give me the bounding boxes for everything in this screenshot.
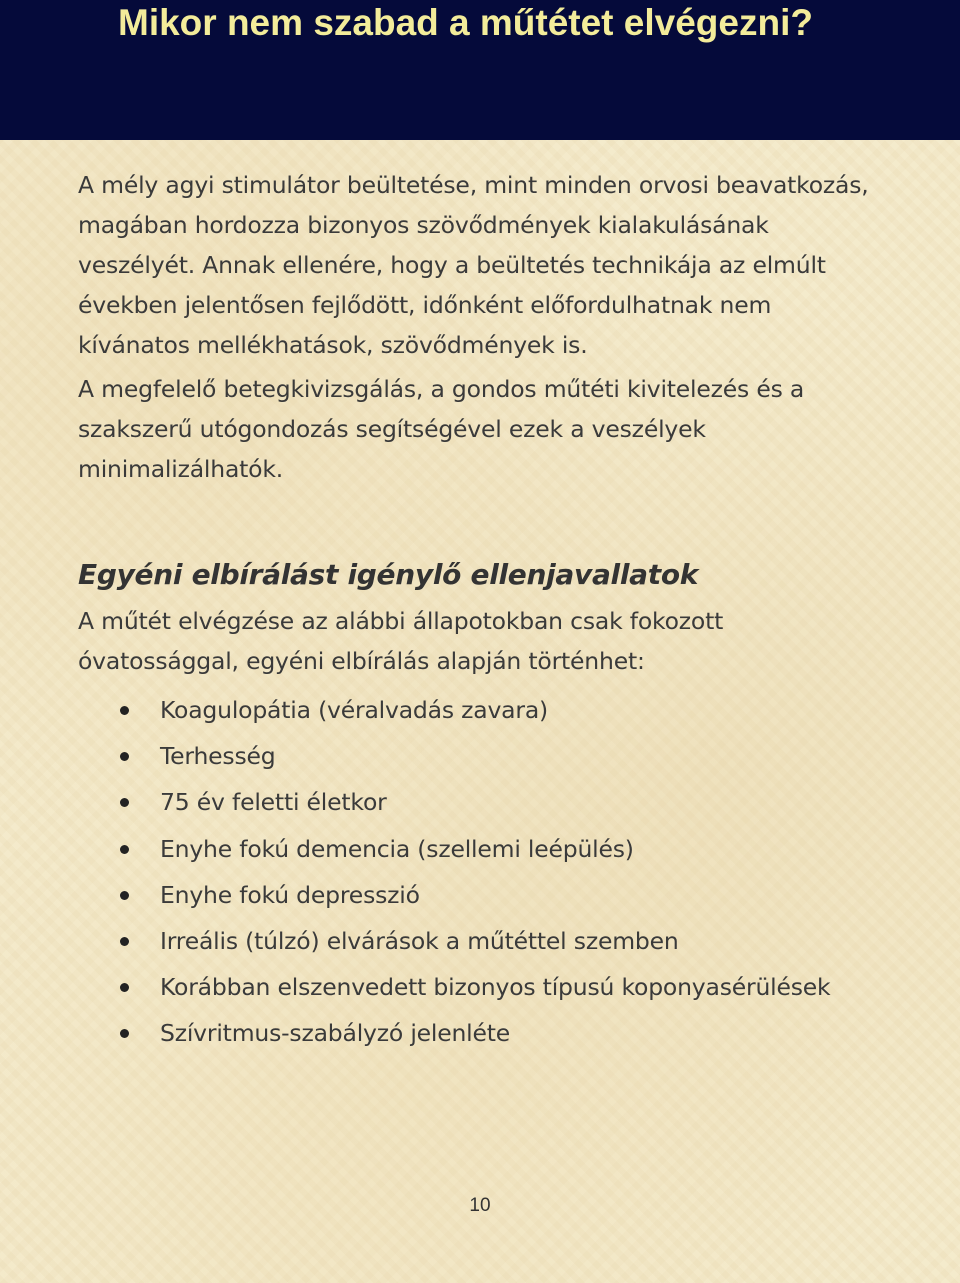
list-item bbox=[78, 687, 888, 733]
bullet-icon bbox=[120, 798, 129, 807]
list-item-text: Korábban elszenvedett bizonyos típusú koponyasérülések bbox=[160, 973, 831, 1002]
list-item bbox=[78, 1010, 888, 1056]
intro-paragraph: A mély agyi stimulátor beültetése, mint minden orvosi beavatkozás, magában hordozza bizonyos szövődmények kialakulásának veszélyét. Annak ellenére, hogy a beültetés technikája az elmúlt években jelentősen fejlődött, időnként előfordulhatnak nem kívánatos mellékhatások, szövődmények is. bbox=[78, 171, 869, 359]
risk-paragraph: A megfelelő betegkivizsgálás, a gondos műtéti kivitelezés és a szakszerű utógondozás segítségével ezek a veszélyek minimalizálhatók. bbox=[78, 375, 805, 483]
page-title: Mikor nem szabad a műtétet elvégezni? bbox=[118, 2, 813, 43]
section-intro: A műtét elvégzése az alábbi állapotokban csak fokozott óvatossággal, egyéni elbírálás alapján történhet: bbox=[78, 607, 724, 675]
list-item-text: Enyhe fokú depresszió bbox=[160, 880, 420, 909]
section-heading: Egyéni elbírálást igénylő ellenjavallatok bbox=[78, 558, 699, 591]
page-header bbox=[0, 0, 960, 140]
list-item-text: Irreális (túlzó) elvárások a műtéttel szemben bbox=[160, 927, 679, 956]
list-item-text: 75 év feletti életkor bbox=[160, 788, 387, 817]
main-content bbox=[78, 165, 888, 1057]
bullet-icon bbox=[120, 706, 129, 715]
bullet-icon bbox=[120, 845, 129, 854]
list-item bbox=[78, 779, 888, 825]
list-item bbox=[78, 918, 888, 964]
list-item bbox=[78, 733, 888, 779]
list-item-text: Szívritmus-szabályzó jelenléte bbox=[160, 1019, 511, 1048]
bullet-icon bbox=[120, 1029, 129, 1038]
list-item-text: Koagulopátia (véralvadás zavara) bbox=[160, 696, 549, 725]
list-item bbox=[78, 964, 888, 1010]
list-item bbox=[78, 826, 888, 872]
list-item-text: Terhesség bbox=[160, 742, 276, 771]
list-item bbox=[78, 872, 888, 918]
bullet-icon bbox=[120, 937, 129, 946]
page-number: 10 bbox=[469, 1195, 491, 1216]
bullet-icon bbox=[120, 891, 129, 900]
contraindication-list bbox=[78, 687, 888, 1057]
list-item-text: Enyhe fokú demencia (szellemi leépülés) bbox=[160, 834, 634, 863]
bullet-icon bbox=[120, 752, 129, 761]
bullet-icon bbox=[120, 983, 129, 992]
